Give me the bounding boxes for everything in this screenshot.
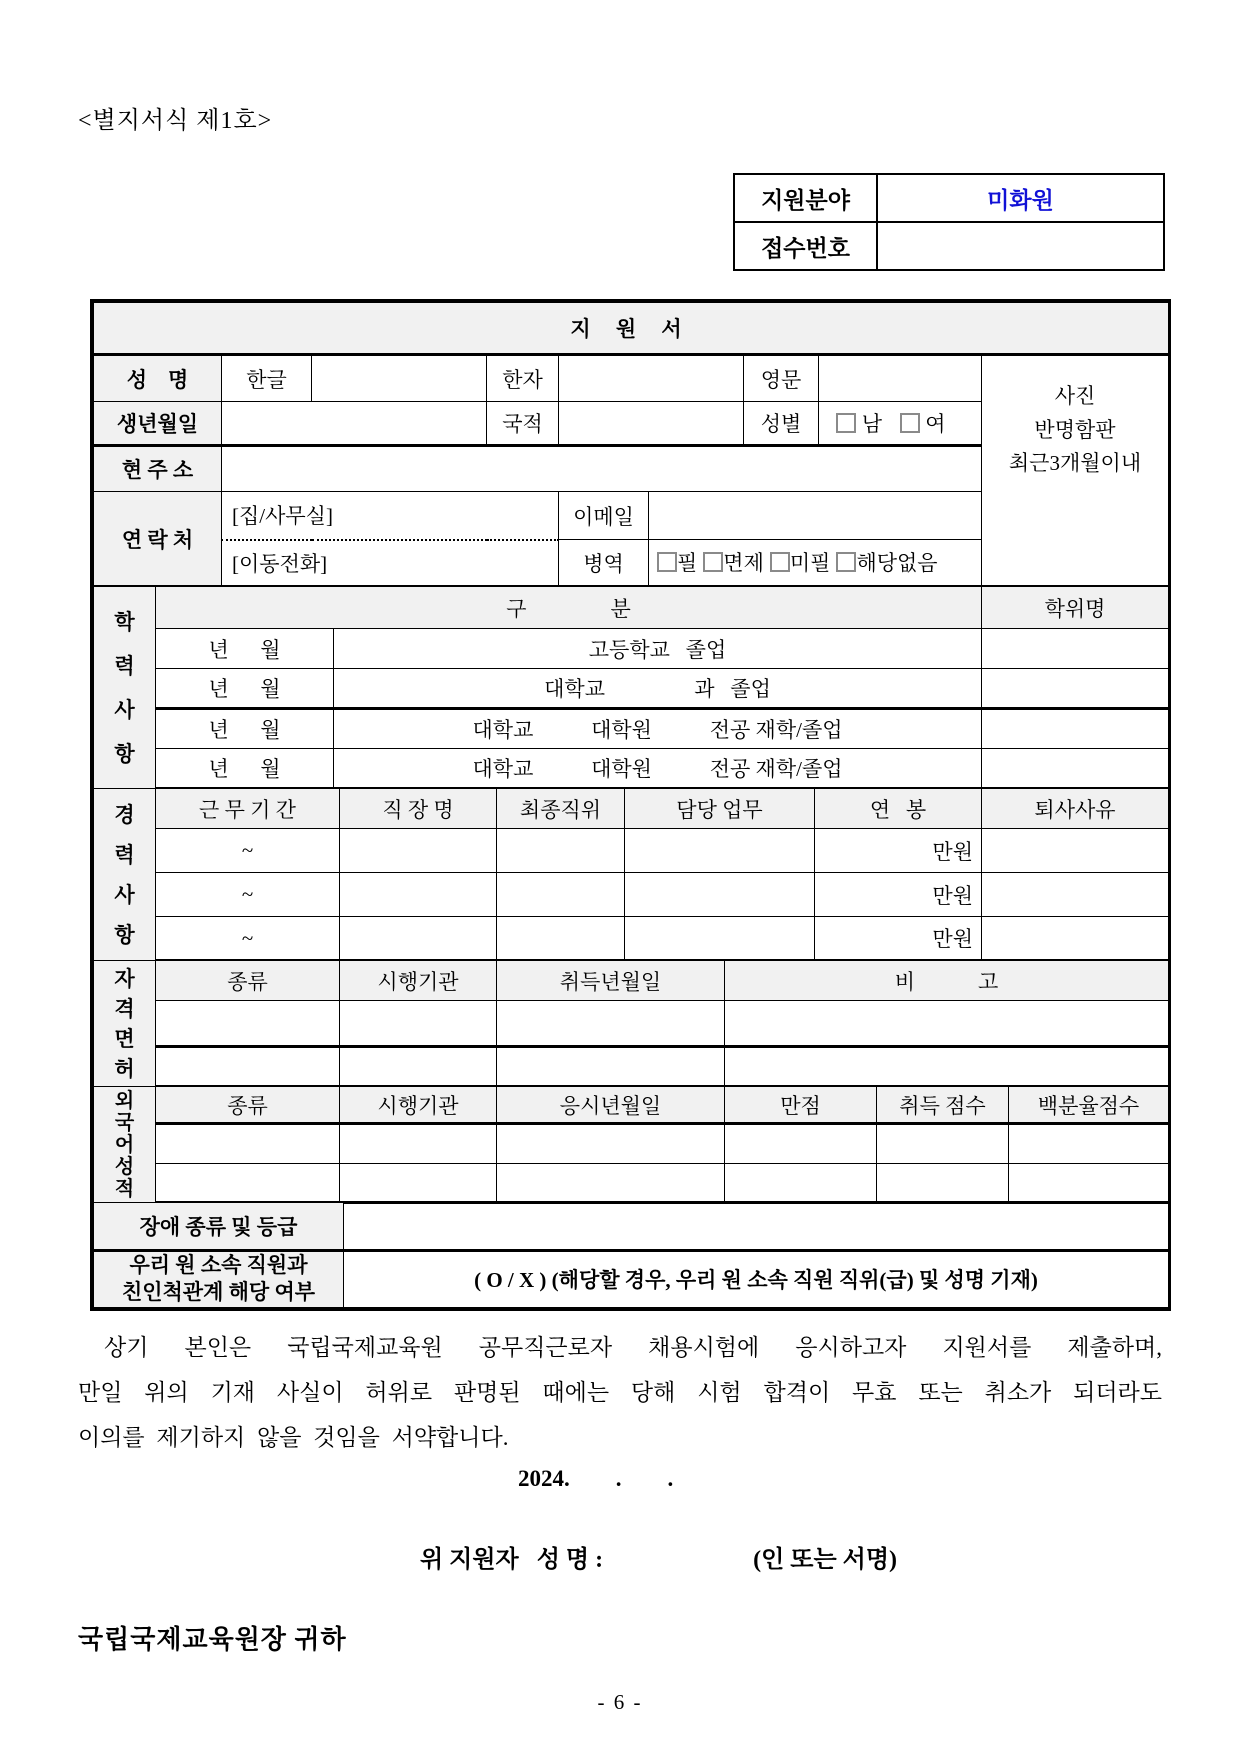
career-header-duty: 담당 업무 — [625, 789, 815, 829]
military-option-exempt[interactable]: 면제 — [703, 551, 764, 575]
license-agency-cell[interactable] — [340, 1001, 497, 1047]
field-label-apply-area: 지원분야 — [734, 174, 877, 222]
address-input-cell[interactable] — [222, 446, 982, 492]
career-reason-cell[interactable] — [982, 829, 1169, 873]
table-row — [94, 709, 1169, 749]
field-label-name-english: 영문 — [744, 355, 819, 402]
table-row — [94, 629, 1169, 669]
form-code: <별지서식 제1호> — [78, 108, 273, 134]
table-row — [94, 789, 1169, 829]
license-header-date: 취득년월일 — [497, 961, 725, 1001]
language-header-agency: 시행기관 — [340, 1087, 497, 1124]
relation-ox-cell[interactable]: ( O / X ) (해당할 경우, 우리 원 소속 직원 직위(급) 및 성명 기재) — [344, 1251, 1169, 1308]
name-english-input-cell[interactable] — [819, 355, 982, 402]
page-number: - 6 - — [597, 1690, 643, 1714]
language-header-date: 응시년월일 — [497, 1087, 725, 1124]
field-label-military: 병역 — [559, 540, 649, 587]
language-max-cell[interactable] — [725, 1164, 877, 1203]
field-label-address: 현 주 소 — [94, 446, 222, 492]
language-type-cell[interactable] — [156, 1124, 340, 1164]
contact-home-input-cell[interactable]: [집/사무실] — [222, 492, 559, 540]
career-company-cell[interactable] — [340, 873, 497, 917]
declaration-paragraph — [78, 1325, 1162, 1460]
section-label-career: 경력사항 — [94, 789, 156, 961]
table-row — [94, 1124, 1169, 1164]
photo-box-line: 반명함판 — [1034, 417, 1116, 442]
field-label-name-hangul: 한글 — [222, 355, 312, 402]
education-date-cell[interactable]: 년 월 — [156, 669, 334, 709]
section-label-license: 자격면허 — [94, 961, 156, 1087]
language-percent-cell[interactable] — [1009, 1124, 1169, 1164]
license-header-note: 비 고 — [725, 961, 1169, 1001]
education-date-cell[interactable]: 년 월 — [156, 629, 334, 669]
field-label-nationality: 국적 — [487, 402, 559, 446]
license-header-agency: 시행기관 — [340, 961, 497, 1001]
career-position-cell[interactable] — [497, 829, 625, 873]
career-header-period: 근 무 기 간 — [156, 789, 340, 829]
field-label-name-hanja: 한자 — [487, 355, 559, 402]
military-option-na[interactable]: 해당없음 — [836, 551, 937, 575]
career-duty-cell[interactable] — [625, 829, 815, 873]
table-row — [94, 961, 1169, 1001]
checkbox-icon[interactable] — [703, 552, 723, 572]
table-row — [94, 1251, 1169, 1308]
application-info-table — [733, 173, 1165, 271]
gender-option-female[interactable]: 여 — [900, 412, 946, 436]
name-hanja-input-cell[interactable] — [559, 355, 744, 402]
contact-mobile-input-cell[interactable]: [이동전화] — [222, 540, 559, 587]
table-row — [94, 1001, 1169, 1047]
field-label-relation: 우리 원 소속 직원과 친인척관계 해당 여부 — [94, 1251, 344, 1308]
receipt-number-input-cell[interactable] — [877, 222, 1164, 270]
military-option-not-completed[interactable]: 미필 — [770, 551, 831, 575]
field-label-birthdate: 생년월일 — [94, 402, 222, 446]
declaration-line: 만일 위의 기재 사실이 허위로 판명된 때에는 당해 시험 합격이 무효 또는 취소가 되더라도 — [78, 1379, 1162, 1405]
education-date-cell[interactable]: 년 월 — [156, 709, 334, 749]
education-entry-cell[interactable]: 대학교 대학원 전공 재학/졸업 — [334, 709, 982, 749]
education-degree-header: 학위명 — [982, 587, 1169, 629]
language-percent-cell[interactable] — [1009, 1164, 1169, 1203]
language-agency-cell[interactable] — [340, 1124, 497, 1164]
language-type-cell[interactable] — [156, 1164, 340, 1203]
career-position-cell[interactable] — [497, 873, 625, 917]
language-agency-cell[interactable] — [340, 1164, 497, 1203]
field-label-disability: 장애 종류 및 등급 — [94, 1203, 344, 1251]
career-company-cell[interactable] — [340, 917, 497, 961]
checkbox-icon[interactable] — [657, 552, 677, 572]
field-label-name: 성 명 — [94, 355, 222, 402]
seal-note: (인 또는 서명) — [753, 1546, 898, 1573]
birthdate-input-cell[interactable] — [222, 402, 487, 446]
disability-input-cell[interactable] — [344, 1203, 1169, 1251]
etc-section — [93, 1202, 1169, 1308]
career-duty-cell[interactable] — [625, 873, 815, 917]
checkbox-icon[interactable] — [836, 552, 856, 572]
license-type-cell[interactable] — [156, 1001, 340, 1047]
career-duty-cell[interactable] — [625, 917, 815, 961]
language-score-section — [93, 1086, 1169, 1204]
language-score-cell[interactable] — [877, 1164, 1009, 1203]
education-section — [93, 586, 1169, 790]
table-row — [94, 873, 1169, 917]
education-date-cell[interactable]: 년 월 — [156, 749, 334, 789]
apply-area-value[interactable]: 미화원 — [877, 174, 1164, 222]
education-entry-cell[interactable]: 대학교 대학원 전공 재학/졸업 — [334, 749, 982, 789]
military-options-cell — [649, 540, 982, 587]
career-salary-cell[interactable]: 만원 — [815, 829, 982, 873]
photo-box — [982, 355, 1169, 587]
application-form-table — [90, 299, 1171, 1311]
license-note-cell[interactable] — [725, 1047, 1169, 1087]
language-header-score: 취득 점수 — [877, 1087, 1009, 1124]
license-agency-cell[interactable] — [340, 1047, 497, 1087]
table-row — [94, 829, 1169, 873]
education-degree-cell[interactable] — [982, 749, 1169, 789]
career-period-cell[interactable]: ~ — [156, 873, 340, 917]
language-score-cell[interactable] — [877, 1124, 1009, 1164]
language-date-cell[interactable] — [497, 1164, 725, 1203]
career-salary-cell[interactable]: 만원 — [815, 917, 982, 961]
signature-line — [78, 1512, 1165, 1601]
career-header-company: 직 장 명 — [340, 789, 497, 829]
signer-label: 위 지원자 성 명 : — [420, 1546, 604, 1573]
education-degree-cell[interactable] — [982, 709, 1169, 749]
career-company-cell[interactable] — [340, 829, 497, 873]
career-period-cell[interactable]: ~ — [156, 917, 340, 961]
education-entry-cell[interactable]: 대학교 과 졸업 — [334, 669, 982, 709]
career-header-reason: 퇴사사유 — [982, 789, 1169, 829]
career-header-position: 최종직위 — [497, 789, 625, 829]
license-note-cell[interactable] — [725, 1001, 1169, 1047]
career-header-salary: 연 봉 — [815, 789, 982, 829]
education-entry-cell[interactable]: 고등학교 졸업 — [334, 629, 982, 669]
section-label-language: 외국어성적 — [94, 1087, 156, 1203]
table-row — [94, 303, 1169, 355]
career-position-cell[interactable] — [497, 917, 625, 961]
photo-box-line: 사진 — [1054, 384, 1096, 408]
language-header-type: 종류 — [156, 1087, 340, 1124]
license-type-cell[interactable] — [156, 1047, 340, 1087]
language-date-cell[interactable] — [497, 1124, 725, 1164]
checkbox-icon[interactable] — [836, 413, 856, 433]
email-input-cell[interactable] — [649, 492, 982, 540]
form-title: 지 원 서 — [94, 303, 1169, 355]
career-salary-cell[interactable]: 만원 — [815, 873, 982, 917]
field-label-contact: 연 락 처 — [94, 492, 222, 587]
table-row — [94, 669, 1169, 709]
career-period-cell[interactable]: ~ — [156, 829, 340, 873]
checkbox-icon[interactable] — [900, 413, 920, 433]
table-row — [94, 355, 1169, 402]
table-row — [94, 1087, 1169, 1124]
language-header-max: 만점 — [725, 1087, 877, 1124]
education-degree-cell[interactable] — [982, 629, 1169, 669]
field-label-gender: 성별 — [744, 402, 819, 446]
education-degree-cell[interactable] — [982, 669, 1169, 709]
table-row — [94, 1047, 1169, 1087]
field-label-receipt-number: 접수번호 — [734, 222, 877, 270]
section-label-education: 학력사항 — [94, 587, 156, 789]
license-section — [93, 960, 1169, 1088]
language-header-percent: 백분율점수 — [1009, 1087, 1169, 1124]
license-header-type: 종류 — [156, 961, 340, 1001]
table-row — [94, 917, 1169, 961]
declaration-line: 이의를 제기하지 않을 것임을 서약합니다. — [78, 1424, 509, 1450]
photo-box-line: 최근3개월이내 — [1008, 451, 1142, 476]
gender-option-male[interactable]: 남 — [836, 412, 882, 436]
personal-info-section — [93, 302, 1169, 588]
nationality-input-cell[interactable] — [559, 402, 744, 446]
checkbox-icon[interactable] — [770, 552, 790, 572]
table-row — [734, 174, 1164, 222]
career-reason-cell[interactable] — [982, 917, 1169, 961]
language-max-cell[interactable] — [725, 1124, 877, 1164]
military-option-completed[interactable]: 필 — [657, 551, 697, 575]
license-date-cell[interactable] — [497, 1047, 725, 1087]
field-label-email: 이메일 — [559, 492, 649, 540]
table-row — [94, 1164, 1169, 1203]
career-reason-cell[interactable] — [982, 873, 1169, 917]
declaration-line: 상기 본인은 국립국제교육원 공무직근로자 채용시험에 응시하고자 지원서를 제출하며, — [104, 1334, 1162, 1360]
career-section — [93, 788, 1169, 962]
table-row — [94, 1203, 1169, 1251]
name-hangul-input-cell[interactable] — [312, 355, 487, 402]
table-row — [734, 222, 1164, 270]
date-line[interactable]: 2024. . . — [518, 1465, 674, 1491]
license-date-cell[interactable] — [497, 1001, 725, 1047]
table-row — [94, 749, 1169, 789]
gender-options-cell — [819, 402, 982, 446]
education-category-header: 구 분 — [156, 587, 982, 629]
recipient-line: 국립국제교육원장 귀하 — [78, 1624, 347, 1654]
table-row — [94, 587, 1169, 629]
